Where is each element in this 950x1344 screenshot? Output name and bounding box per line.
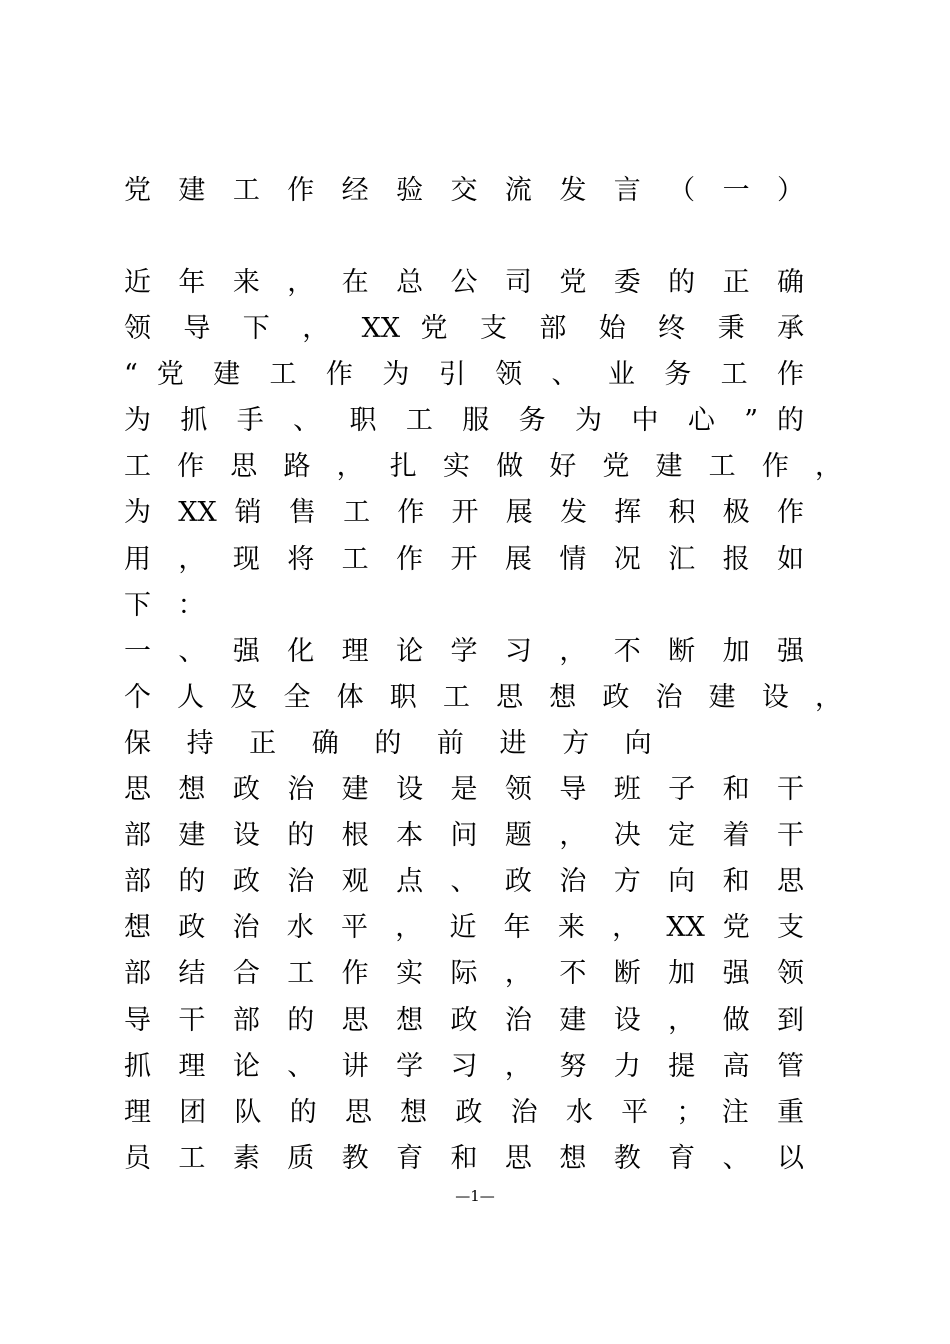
page-number: —1— [455,1187,495,1205]
body-line: 一 、 强 化 理 论 学 习 ， 不 断 加 强 [124,635,804,667]
body-line: 想 政 治 水 平 ， 近 年 来 ， XX 党 支 [124,912,804,944]
document-title: 党 建 工 作 经 验 交 流 发 言 （ 一 ） [124,175,804,206]
body-line: 下 ： [124,589,205,621]
body-line: 部 建 设 的 根 本 问 题 ， 决 定 着 干 [124,820,804,852]
body-line: 个 人 及 全 体 职 工 思 想 政 治 建 设 ， [124,681,842,713]
body-line: 用 ， 现 将 工 作 开 展 情 况 汇 报 如 [124,543,804,575]
body-line: 工 作 思 路 ， 扎 实 做 好 党 建 工 作 ， [124,451,842,483]
body-line: 理 团 队 的 思 想 政 治 水 平 ； 注 重 [124,1096,804,1128]
body-line: 导 干 部 的 思 想 政 治 建 设 ， 做 到 [124,1004,804,1036]
body-line: 部 的 政 治 观 点 、 政 治 方 向 和 思 [124,866,804,898]
body-line: 为 抓 手 、 职 工 服 务 为 中 心 ” 的 [124,405,804,437]
document-body [124,260,842,1182]
body-line: 抓 理 论 、 讲 学 习 ， 努 力 提 高 管 [124,1050,804,1082]
body-line: “ 党 建 工 作 为 引 领 、 业 务 工 作 [124,359,804,391]
body-line: 员 工 素 质 教 育 和 思 想 教 育 、 以 [124,1142,804,1174]
body-line: 思 想 政 治 建 设 是 领 导 班 子 和 干 [124,774,804,806]
body-line: 保 持 正 确 的 前 进 方 向 [124,727,652,759]
body-line: 领 导 下 ， XX 党 支 部 始 终 秉 承 [124,313,804,345]
body-line: 部 结 合 工 作 实 际 ， 不 断 加 强 领 [124,958,804,990]
body-line: 近 年 来 ， 在 总 公 司 党 委 的 正 确 [124,267,804,298]
body-line: 为 XX 销 售 工 作 开 展 发 挥 积 极 作 [124,497,804,529]
